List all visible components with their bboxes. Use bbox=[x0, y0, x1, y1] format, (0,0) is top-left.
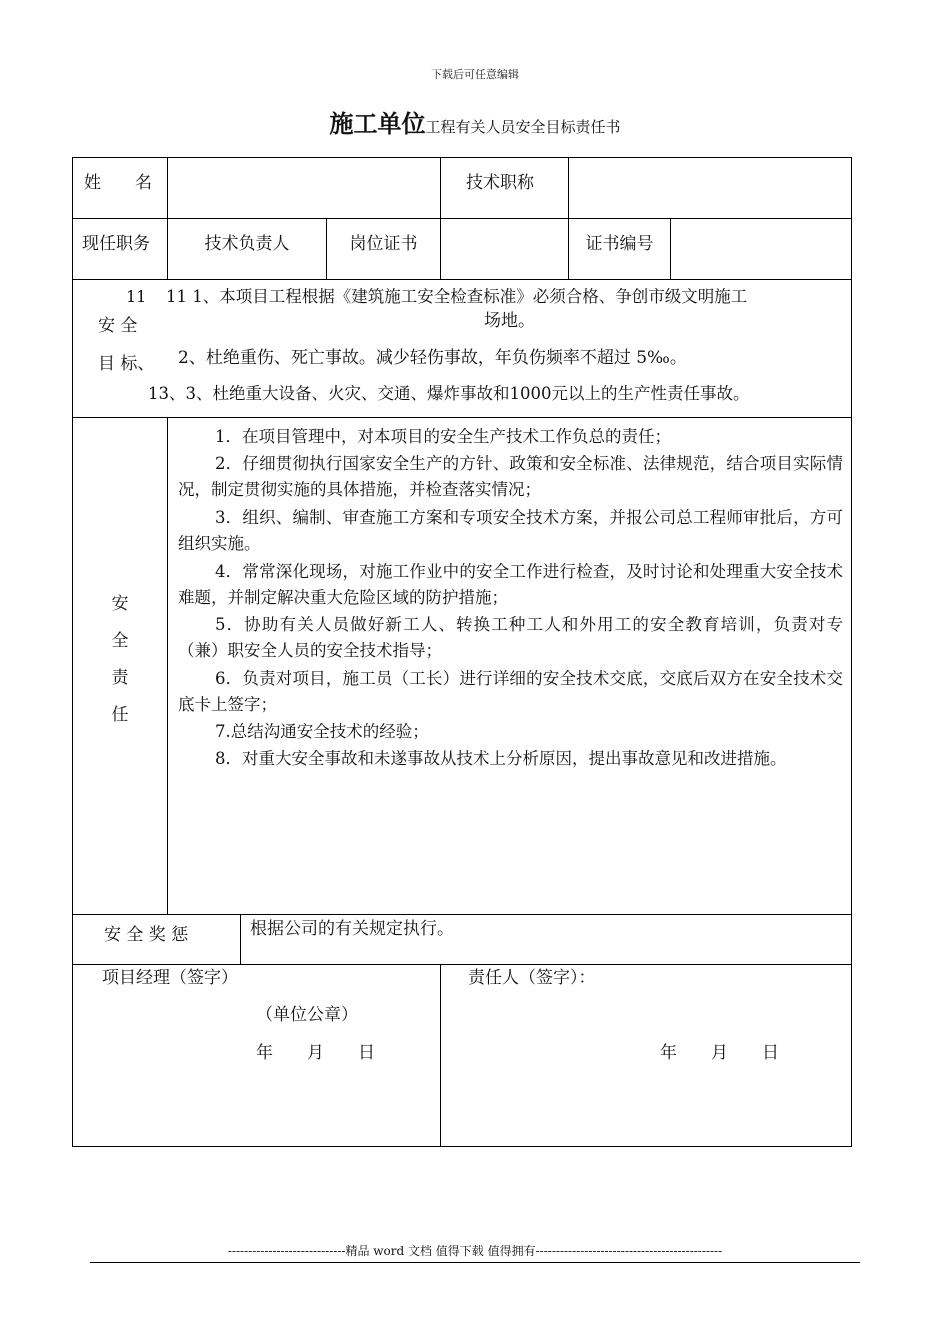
table-line bbox=[72, 157, 73, 1147]
table-line bbox=[72, 914, 852, 915]
post-cert-label: 岗位证书 bbox=[349, 234, 418, 254]
document-title bbox=[0, 104, 950, 139]
duty-item: 6．负责对项目，施工员（工长）进行详细的安全技术交底，交底后双方在安全技术交底卡上签字； bbox=[178, 669, 843, 714]
duties-label-char: 责 bbox=[111, 668, 129, 688]
table-line bbox=[72, 218, 852, 219]
duties-label-char: 全 bbox=[111, 631, 129, 651]
goal-line-1: 11 1、本项目工程根据《建筑施工安全检查标准》必须合格、争创市级文明施工 bbox=[166, 287, 748, 306]
position-label: 现任职务 bbox=[82, 234, 150, 254]
duty-item: 5．协助有关人员做好新工人、转换工种工人和外用工的安全教育培训，负责对专（兼）职安全人员的安全技术指导； bbox=[178, 615, 843, 660]
duty-item: 7.总结沟通安全技术的经验； bbox=[215, 722, 429, 741]
duty-item: 8．对重大安全事故和未遂事故从技术上分析原因，提出事故意见和改进措施。 bbox=[215, 749, 787, 768]
duty-item: 2．仔细贯彻执行国家安全生产的方针、政策和安全标准、法律规范，结合项目实际情况，制定贯彻实施的具体措施，并检查落实情况； bbox=[178, 454, 843, 499]
duty-item: 1．在项目管理中，对本项目的安全生产技术工作负总的责任； bbox=[215, 427, 671, 446]
goal-line-1b: 场地。 bbox=[484, 311, 535, 331]
duty-item: 3．组织、编制、审查施工方案和专项安全技术方案，并报公司总工程师审批后，方可组织实施。 bbox=[178, 508, 843, 553]
reward-value: 根据公司的有关规定执行。 bbox=[250, 919, 454, 939]
responsible-signature-label: 责任人（签字）： bbox=[468, 968, 596, 988]
table-line bbox=[167, 157, 168, 280]
table-line bbox=[670, 218, 671, 280]
table-line bbox=[440, 157, 441, 280]
position-value: 技术负责人 bbox=[204, 234, 290, 254]
table-line bbox=[851, 157, 852, 1147]
unit-stamp-label: （单位公章） bbox=[256, 1005, 358, 1025]
tech-title-label: 技术职称 bbox=[466, 173, 534, 193]
table-line bbox=[72, 1146, 852, 1147]
goal-line-2: 2、杜绝重伤、死亡事故。减少轻伤事故，年负伤频率不超过 5‰。 bbox=[178, 348, 687, 368]
duties-label-char: 安 bbox=[111, 594, 129, 614]
name-label: 姓 名 bbox=[84, 173, 152, 193]
goal-line-3: 13、3、杜绝重大设备、火灾、交通、爆炸事故和1000元以上的生产性责任事故。 bbox=[148, 384, 750, 403]
goals-label-3: 目 标、 bbox=[98, 354, 155, 374]
title-bold-part: 施工单位 bbox=[329, 110, 426, 138]
goals-label-2: 安 全 bbox=[98, 316, 138, 336]
table-line bbox=[568, 157, 569, 280]
date-right: 年 月 日 bbox=[660, 1043, 779, 1063]
footer-text: -----------------------------精品 word 文档 值得下载 值得拥有---------------------------------------------- bbox=[227, 1244, 723, 1258]
title-rest: 工程有关人员安全目标责任书 bbox=[425, 118, 621, 136]
cert-number-label: 证书编号 bbox=[585, 234, 654, 254]
table-line bbox=[440, 964, 441, 1147]
duties-label-char: 任 bbox=[111, 705, 129, 725]
table-line bbox=[167, 417, 168, 915]
date-left: 年 月 日 bbox=[256, 1043, 375, 1063]
goals-label-1: 11 bbox=[126, 287, 147, 306]
table-line bbox=[72, 157, 852, 158]
table-line bbox=[72, 279, 852, 280]
table-line bbox=[72, 417, 852, 418]
table-line bbox=[72, 964, 852, 965]
reward-label: 安 全 奖 惩 bbox=[104, 925, 189, 945]
table-line bbox=[240, 914, 241, 965]
header-note: 下载后可任意编辑 bbox=[431, 68, 519, 81]
duties-label bbox=[90, 586, 150, 734]
duty-item: 4．常常深化现场，对施工作业中的安全工作进行检查，及时讨论和处理重大安全技术难题，并制定解决重大危险区域的防护措施； bbox=[178, 562, 843, 607]
footer-rule bbox=[90, 1262, 860, 1263]
manager-signature-label: 项目经理（签字） bbox=[102, 968, 238, 988]
